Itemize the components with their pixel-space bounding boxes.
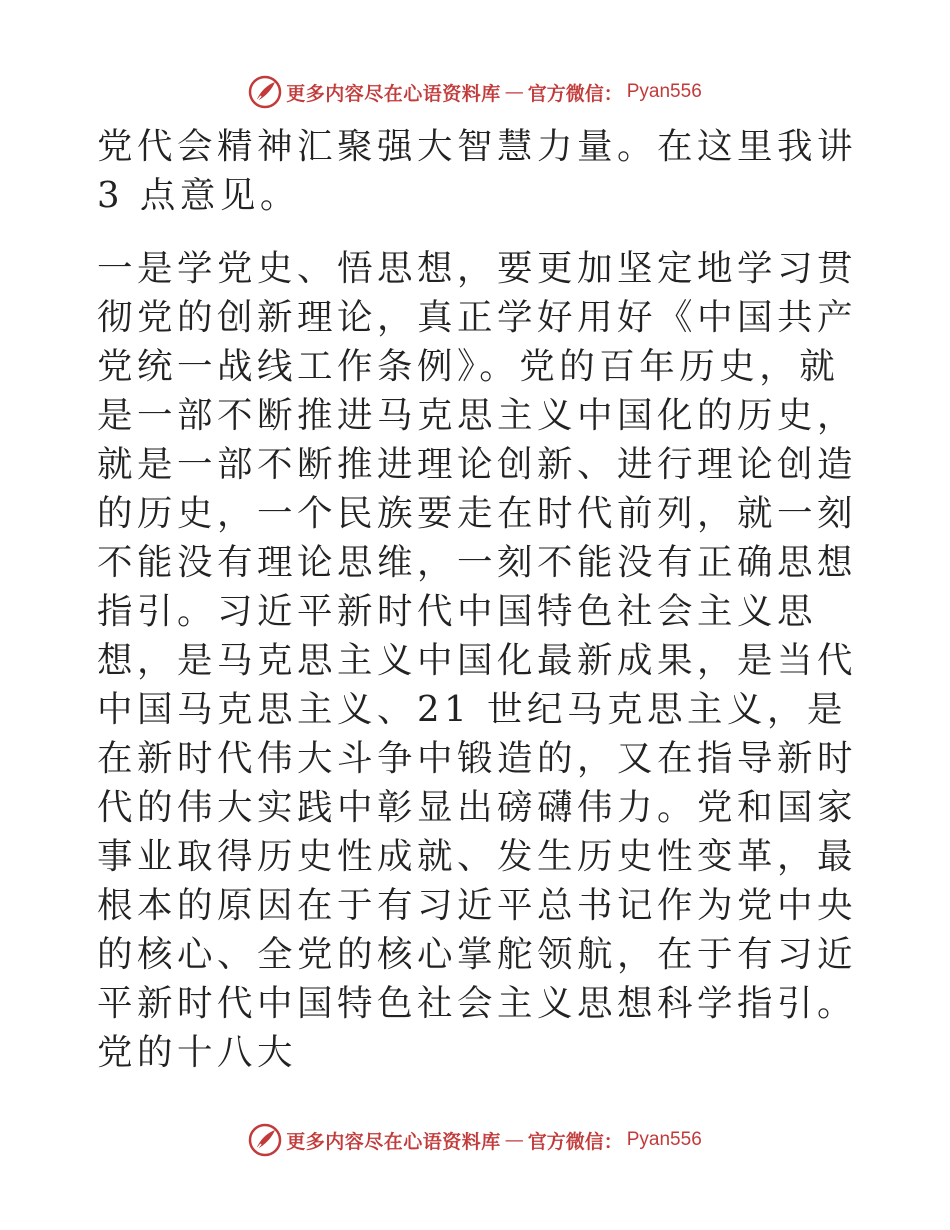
watermark-separator: — (504, 81, 524, 103)
watermark-wechat-id: Pyan556 (626, 81, 702, 102)
footer-watermark (0, 1120, 950, 1160)
watermark-separator: — (504, 1129, 524, 1151)
watermark-wechat-id: Pyan556 (626, 1129, 702, 1150)
quill-logo-icon (248, 1123, 282, 1157)
paragraph-intro: 党代会精神汇聚强大智慧力量。在这里我讲 3 点意见。 (97, 126, 858, 216)
watermark-wechat-label: 官方微信： (527, 1130, 623, 1153)
paragraph-point-one: 一是学党史、悟思想，要更加坚定地学习贯彻党的创新理论，真正学好用好《中国共产党统一战线工作条例》。党的百年历史，就是一部不断推进马克思主义中国化的历史，就是一部不断推进理论创新、进行理论创造的历史，一个民族要走在时代前列，就一刻不能没有理论思维，一刻不能没有正确思想指引。习近平新时代中国特色社会主义思想，是马克思主义中国化最新成果，是当代中国马克思主义、21 世纪马克思主义，是在新时代伟大斗争中锻造的，又在指导新时代的伟大实践中彰显出磅礴伟力。党和国家事业取得历史性成就、发生历史性变革，最根本的原因在于有习近平总书记作为党中央的核心、全党的核心掌舵领航，在于有习近平新时代中国特色社会主义思想科学指引。党的十八大 (97, 248, 858, 1073)
watermark-brand: 更多内容尽在心语资料库 (286, 1130, 501, 1153)
watermark-brand: 更多内容尽在心语资料库 (286, 82, 501, 105)
document-body (97, 122, 857, 1077)
watermark-wechat-label: 官方微信： (527, 82, 623, 105)
header-watermark (0, 72, 950, 112)
quill-logo-icon (248, 75, 282, 109)
